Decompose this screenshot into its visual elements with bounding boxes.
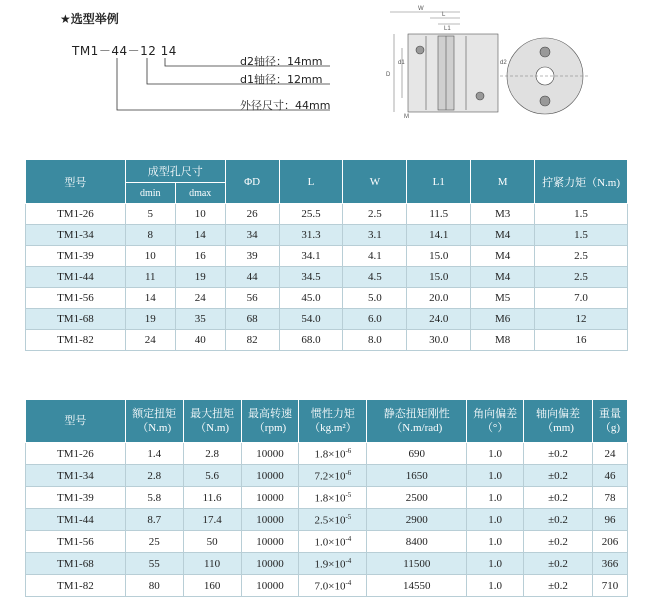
table-cell: 690 — [367, 443, 467, 465]
table-cell: M8 — [471, 330, 535, 351]
table-cell: 710 — [592, 575, 627, 597]
table-row — [26, 443, 628, 465]
table-row — [26, 309, 628, 330]
header-cell — [26, 400, 126, 443]
header-unit: （N.m) — [137, 422, 172, 434]
header-label: 型号 — [64, 415, 87, 427]
table-cell: TM1-56 — [26, 288, 126, 309]
table-cell: TM1-82 — [26, 575, 126, 597]
table-row — [26, 288, 628, 309]
header-cell — [241, 400, 299, 443]
table-cell: 50 — [183, 531, 241, 553]
table-cell: 14.1 — [407, 225, 471, 246]
table-cell: 10000 — [241, 465, 299, 487]
header-cell — [125, 400, 183, 443]
table-cell: 8.7 — [125, 509, 183, 531]
table-cell: 40 — [175, 330, 225, 351]
drawing-label-w: W — [418, 6, 424, 12]
table-cell: 160 — [183, 575, 241, 597]
header-label: 额定扭矩 — [132, 408, 177, 420]
table-cell: 55 — [125, 553, 183, 575]
inertia-exponent: -6 — [345, 468, 352, 477]
inertia-base: 2.5×10 — [314, 514, 346, 527]
table-cell: 1.4 — [125, 443, 183, 465]
header-dmin: dmin — [125, 183, 175, 204]
inertia-base: 7.0×10 — [314, 580, 346, 593]
table-cell: 8 — [125, 225, 175, 246]
dimension-table — [25, 159, 628, 351]
table-cell: 24 — [175, 288, 225, 309]
table-cell: 2.5 — [343, 204, 407, 225]
header-model: 型号 — [26, 160, 126, 204]
table-cell — [299, 509, 367, 531]
header-dmax: dmax — [175, 183, 225, 204]
header-unit: （rpm) — [253, 422, 287, 434]
header-phi-d: ΦD — [225, 160, 279, 204]
table-row — [26, 204, 628, 225]
table-cell: 14 — [175, 225, 225, 246]
header-label: 重量 — [598, 408, 621, 420]
table-cell: 1.0 — [467, 553, 524, 575]
table-cell: ±0.2 — [524, 575, 593, 597]
table-row — [26, 575, 628, 597]
table-cell: TM1-44 — [26, 267, 126, 288]
table-cell: 31.3 — [279, 225, 343, 246]
table-cell: TM1-82 — [26, 330, 126, 351]
table-cell: TM1-26 — [26, 204, 126, 225]
table-cell: 30.0 — [407, 330, 471, 351]
table-cell: 1.0 — [467, 531, 524, 553]
table-cell: 11500 — [367, 553, 467, 575]
table-cell: 5.6 — [183, 465, 241, 487]
header-label: 静态扭矩刚性 — [383, 408, 450, 420]
table-cell: 8400 — [367, 531, 467, 553]
table-row — [26, 553, 628, 575]
header-label: 角向偏差 — [473, 408, 518, 420]
table-cell: 206 — [592, 531, 627, 553]
table-cell: 2.5 — [535, 267, 628, 288]
table-cell: ±0.2 — [524, 531, 593, 553]
table-cell: TM1-34 — [26, 225, 126, 246]
table-cell: 2500 — [367, 487, 467, 509]
table-cell: 24 — [125, 330, 175, 351]
table-cell: 11.6 — [183, 487, 241, 509]
table-cell: TM1-39 — [26, 246, 126, 267]
header-unit: （kg.m²） — [309, 422, 357, 434]
table-cell: 3.1 — [343, 225, 407, 246]
inertia-base: 1.8×10 — [314, 492, 346, 505]
d2-explanation: d2轴径：14mm — [240, 55, 323, 68]
table-cell: 11.5 — [407, 204, 471, 225]
table-cell: 68.0 — [279, 330, 343, 351]
table-row — [26, 267, 628, 288]
table-cell: M4 — [471, 246, 535, 267]
table-cell: TM1-68 — [26, 309, 126, 330]
table-cell: 39 — [225, 246, 279, 267]
table-cell: 10 — [125, 246, 175, 267]
table-cell: 15.0 — [407, 246, 471, 267]
table-cell: 16 — [535, 330, 628, 351]
table-row — [26, 330, 628, 351]
table-cell: ±0.2 — [524, 465, 593, 487]
header-unit: （N.m) — [195, 422, 230, 434]
table-cell: 1.5 — [535, 204, 628, 225]
header-bore-size: 成型孔尺寸 — [125, 160, 225, 183]
inertia-exponent: -5 — [345, 490, 352, 499]
table-cell: M4 — [471, 267, 535, 288]
table-cell: 5.0 — [343, 288, 407, 309]
header-cell — [592, 400, 627, 443]
inertia-exponent: -4 — [345, 556, 352, 565]
table-cell: 2900 — [367, 509, 467, 531]
table-row — [26, 225, 628, 246]
table-cell: 1.0 — [467, 443, 524, 465]
table-cell: 2.5 — [535, 246, 628, 267]
table-cell: 10000 — [241, 553, 299, 575]
header-cell — [524, 400, 593, 443]
drawing-label-d: D — [386, 72, 391, 78]
table-cell — [299, 575, 367, 597]
table-cell: ±0.2 — [524, 553, 593, 575]
table-cell: 6.0 — [343, 309, 407, 330]
selection-example-title: ★选型举例 — [60, 12, 119, 26]
table-cell: 19 — [125, 309, 175, 330]
table-cell: 1.0 — [467, 465, 524, 487]
table-cell: 1.5 — [535, 225, 628, 246]
table-cell: 1.0 — [467, 575, 524, 597]
table-cell: 24 — [592, 443, 627, 465]
header-cell — [183, 400, 241, 443]
drawing-label-m: M — [404, 114, 409, 120]
coupling-technical-drawing — [380, 4, 595, 122]
table-cell: 15.0 — [407, 267, 471, 288]
inertia-exponent: -4 — [345, 578, 352, 587]
table-cell — [299, 465, 367, 487]
table-row — [26, 509, 628, 531]
table-cell: 19 — [175, 267, 225, 288]
table-cell: 110 — [183, 553, 241, 575]
table-cell: 5 — [125, 204, 175, 225]
header-cell — [299, 400, 367, 443]
table-cell: 45.0 — [279, 288, 343, 309]
table-cell: 46 — [592, 465, 627, 487]
table-cell: 20.0 — [407, 288, 471, 309]
header-unit: （°） — [481, 422, 509, 434]
table-cell: 10 — [175, 204, 225, 225]
table-cell: 44 — [225, 267, 279, 288]
inertia-exponent: -6 — [345, 446, 352, 455]
table-cell: 80 — [125, 575, 183, 597]
table-row — [26, 531, 628, 553]
table-cell: 25.5 — [279, 204, 343, 225]
table-cell: 24.0 — [407, 309, 471, 330]
table-cell — [299, 443, 367, 465]
header-cell — [367, 400, 467, 443]
performance-table-header — [26, 400, 628, 443]
table-cell: 25 — [125, 531, 183, 553]
table-cell: 10000 — [241, 443, 299, 465]
table-cell: M4 — [471, 225, 535, 246]
table-cell: 5.8 — [125, 487, 183, 509]
table-cell: 14550 — [367, 575, 467, 597]
header-tightening-torque: 拧紧力矩（N.m) — [535, 160, 628, 204]
table-cell: 2.8 — [125, 465, 183, 487]
inertia-base: 7.2×10 — [314, 470, 346, 483]
table-cell: 26 — [225, 204, 279, 225]
table-cell: ±0.2 — [524, 509, 593, 531]
table-cell: 82 — [225, 330, 279, 351]
table-cell: 68 — [225, 309, 279, 330]
header-label: 最大扭矩 — [190, 408, 235, 420]
header-unit: （mm) — [542, 422, 574, 434]
table-cell: 10000 — [241, 575, 299, 597]
drawing-label-d1: d1 — [398, 60, 405, 66]
table-cell: 12 — [535, 309, 628, 330]
header-unit: （N.m/rad) — [391, 422, 443, 434]
table-cell: 16 — [175, 246, 225, 267]
table-cell: 78 — [592, 487, 627, 509]
table-cell: 10000 — [241, 531, 299, 553]
table-row — [26, 465, 628, 487]
table-cell: 17.4 — [183, 509, 241, 531]
drawing-label-d2: d2 — [500, 60, 507, 66]
dimension-table-body — [26, 204, 628, 351]
table-cell: ±0.2 — [524, 443, 593, 465]
model-code-example: TM1－44－12 14 — [72, 44, 177, 58]
table-cell — [299, 487, 367, 509]
table-cell: 14 — [125, 288, 175, 309]
table-cell: 35 — [175, 309, 225, 330]
table-cell — [299, 531, 367, 553]
inertia-exponent: -4 — [345, 534, 352, 543]
table-cell: 34 — [225, 225, 279, 246]
inertia-base: 1.8×10 — [314, 448, 346, 461]
table-cell — [299, 553, 367, 575]
table-cell: TM1-68 — [26, 553, 126, 575]
table-cell: 56 — [225, 288, 279, 309]
outer-diameter-explanation: 外径尺寸：44mm — [240, 99, 331, 112]
table-cell: 1.0 — [467, 509, 524, 531]
table-cell: 96 — [592, 509, 627, 531]
header-l1: L1 — [407, 160, 471, 204]
d1-explanation: d1轴径：12mm — [240, 73, 323, 86]
header-label: 惯性力矩 — [310, 408, 355, 420]
table-cell: 54.0 — [279, 309, 343, 330]
table-cell: 366 — [592, 553, 627, 575]
table-cell: 34.1 — [279, 246, 343, 267]
header-label: 最高转速 — [248, 408, 292, 420]
table-cell: M3 — [471, 204, 535, 225]
performance-table — [25, 399, 628, 597]
table-cell: 34.5 — [279, 267, 343, 288]
header-l: L — [279, 160, 343, 204]
table-cell: 1650 — [367, 465, 467, 487]
drawing-label-l1: L1 — [444, 26, 451, 32]
table-cell: 7.0 — [535, 288, 628, 309]
table-cell: TM1-34 — [26, 465, 126, 487]
table-cell: 8.0 — [343, 330, 407, 351]
header-w: W — [343, 160, 407, 204]
table-cell: 2.8 — [183, 443, 241, 465]
table-row — [26, 246, 628, 267]
table-cell: 4.5 — [343, 267, 407, 288]
table-cell: ±0.2 — [524, 487, 593, 509]
header-m: M — [471, 160, 535, 204]
inertia-exponent: -5 — [345, 512, 352, 521]
table-cell: 4.1 — [343, 246, 407, 267]
table-cell: 1.0 — [467, 487, 524, 509]
drawing-label-l: L — [442, 12, 446, 18]
table-cell: TM1-39 — [26, 487, 126, 509]
table-cell: TM1-26 — [26, 443, 126, 465]
table-cell: M6 — [471, 309, 535, 330]
header-unit: （g) — [599, 422, 621, 434]
inertia-base: 1.0×10 — [314, 536, 346, 549]
inertia-base: 1.9×10 — [314, 558, 346, 571]
table-cell: 11 — [125, 267, 175, 288]
header-cell — [467, 400, 524, 443]
table-cell: TM1-56 — [26, 531, 126, 553]
table-cell: 10000 — [241, 509, 299, 531]
table-row — [26, 487, 628, 509]
table-cell: TM1-44 — [26, 509, 126, 531]
table-cell: 10000 — [241, 487, 299, 509]
header-label: 轴向偏差 — [536, 408, 581, 420]
performance-table-body — [26, 443, 628, 597]
table-cell: M5 — [471, 288, 535, 309]
